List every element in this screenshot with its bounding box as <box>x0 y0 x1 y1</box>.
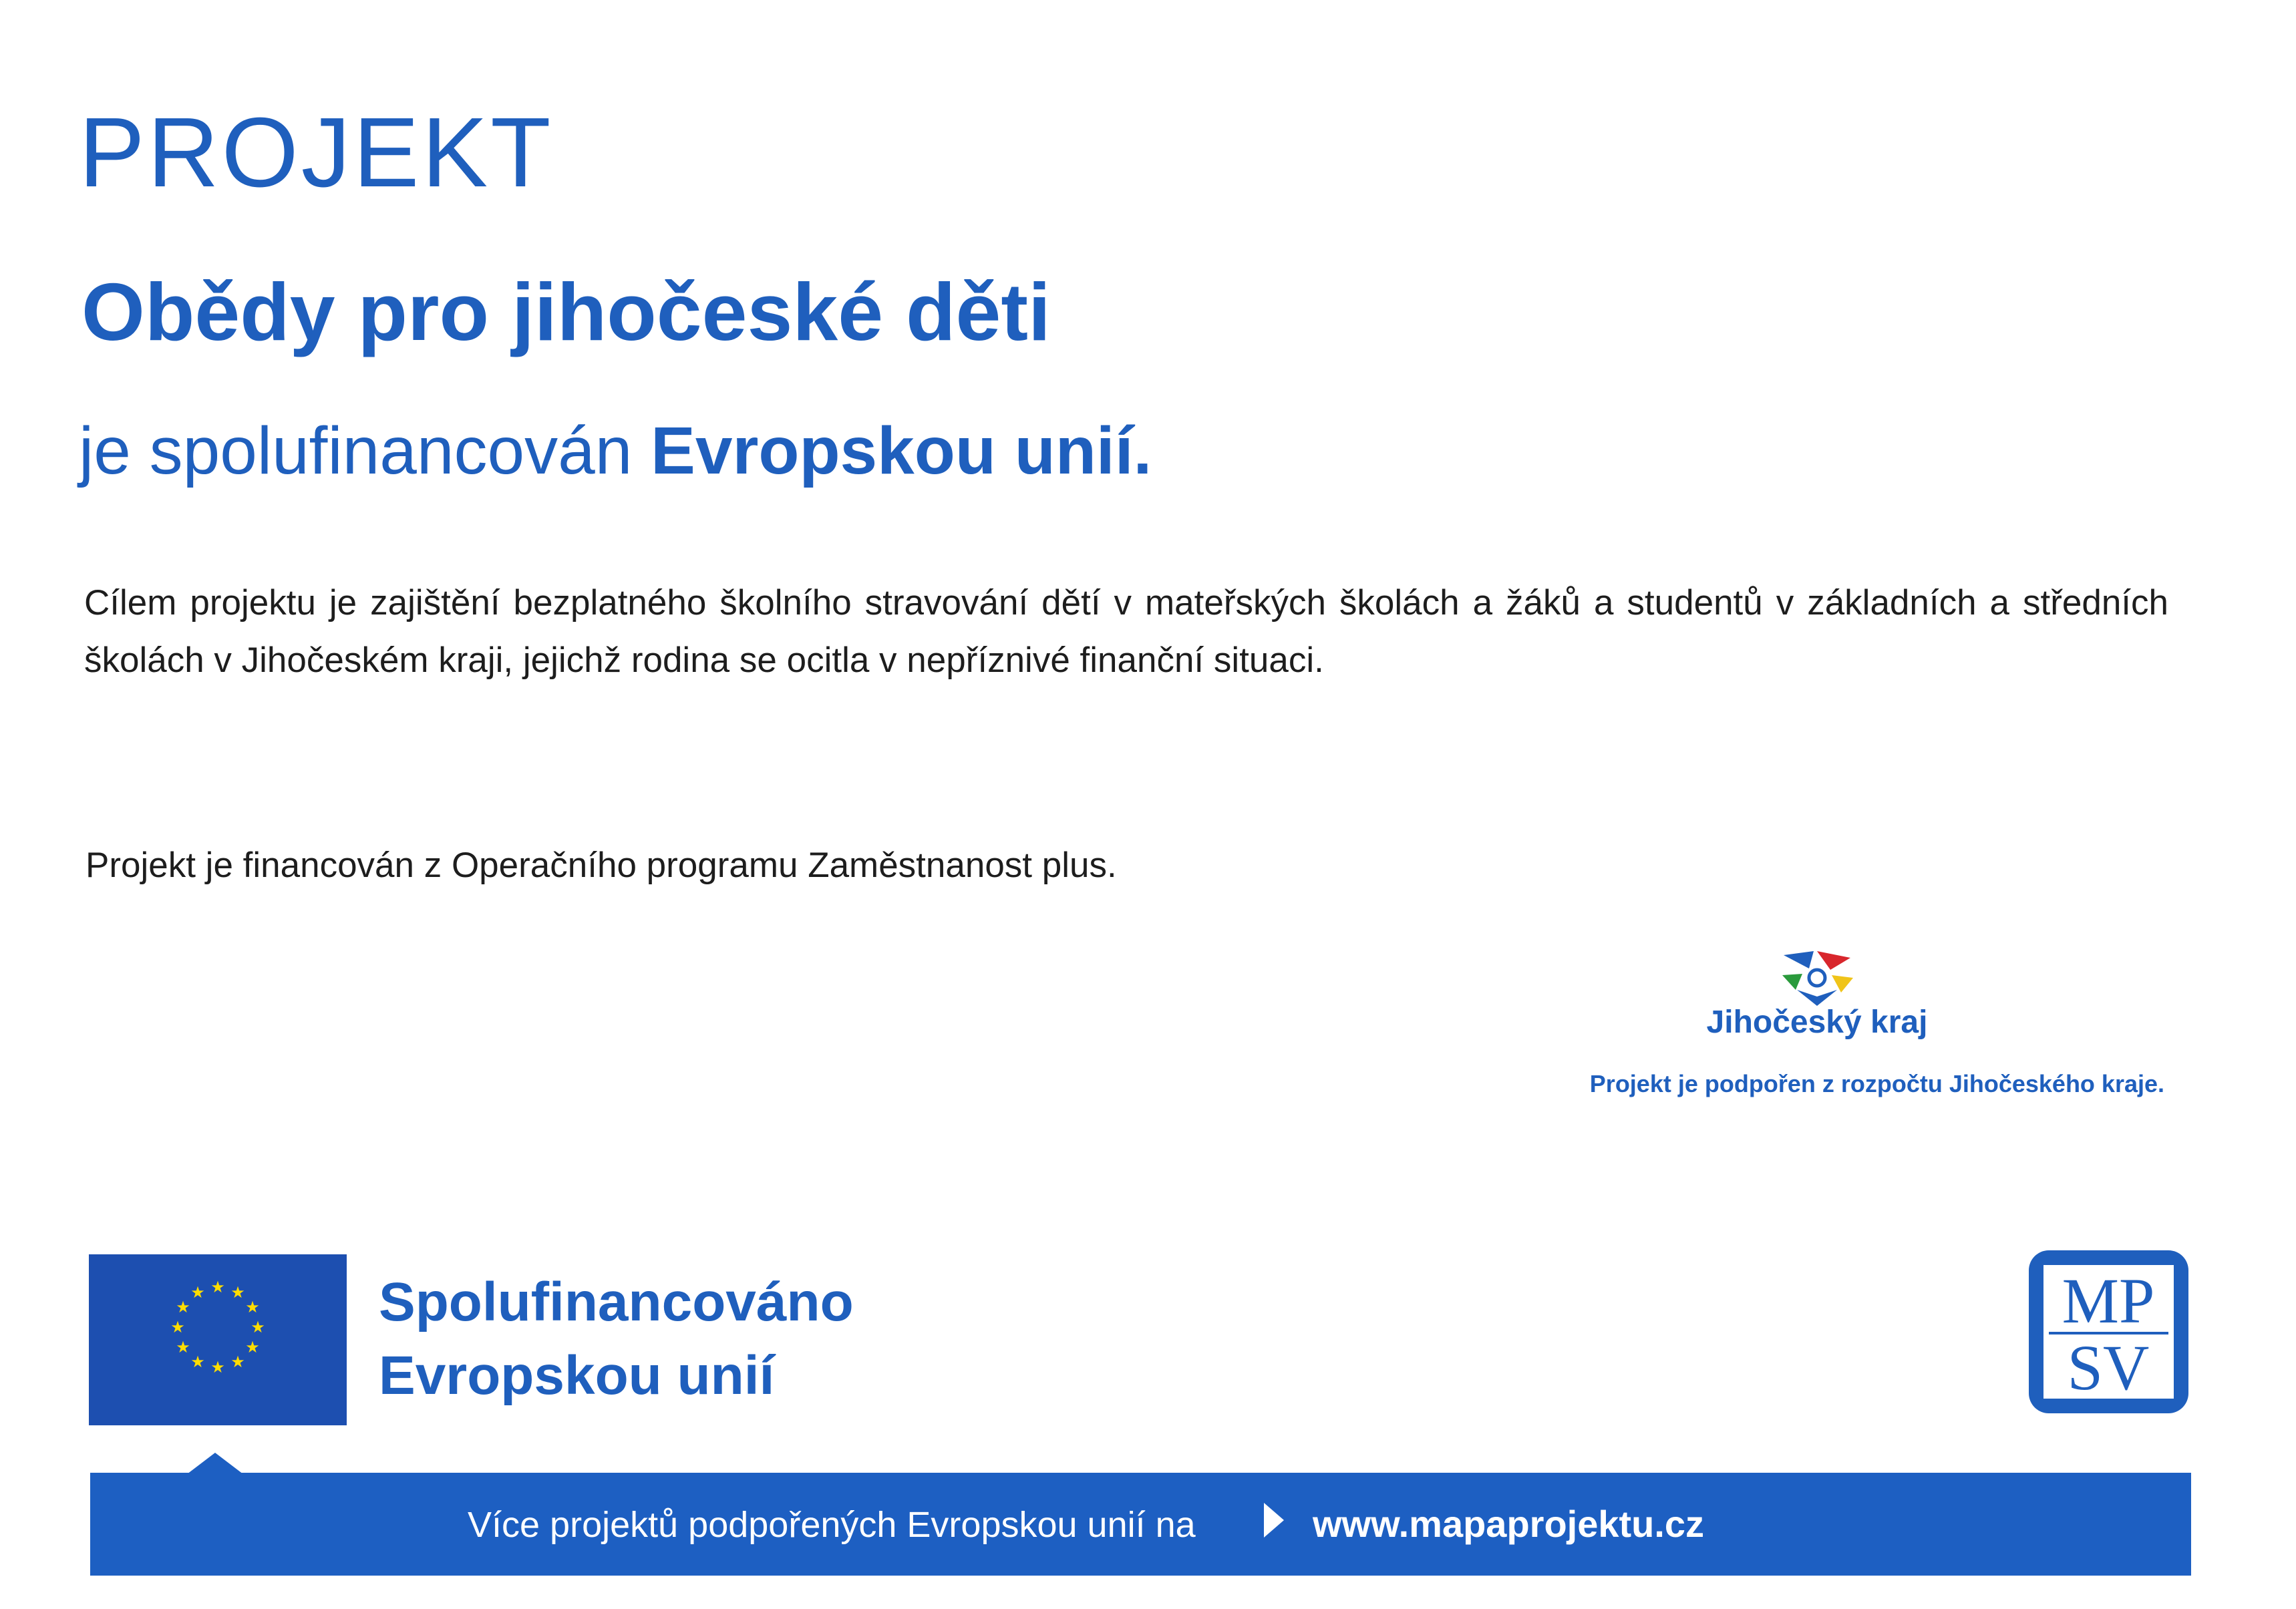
svg-text:★: ★ <box>176 1298 190 1316</box>
project-subtitle <box>79 414 1152 488</box>
subtitle-emphasis: Evropskou unií. <box>651 413 1152 488</box>
funding-note: Projekt je financován z Operačního programu Zaměstnanost plus. <box>86 846 1117 885</box>
eu-text-line1: Spolufinancováno <box>379 1272 854 1332</box>
mpsv-logo-line1: MP <box>2062 1265 2155 1336</box>
eu-flag-icon <box>89 1254 347 1425</box>
play-arrow-icon <box>1264 1503 1284 1538</box>
jihocesky-kraj-logo-icon <box>1777 948 1857 1009</box>
region-name: Jihočeský kraj <box>1706 1005 1928 1040</box>
eu-text-line2: Evropskou unií <box>379 1345 775 1406</box>
project-title: Obědy pro jihočeské děti <box>81 266 1051 357</box>
footer-pointer <box>187 1453 243 1474</box>
svg-text:★: ★ <box>245 1298 260 1316</box>
mpsv-logo-icon <box>2026 1248 2191 1416</box>
svg-text:★: ★ <box>251 1318 265 1336</box>
footer-website-link[interactable]: www.mapaprojektu.cz <box>1313 1503 1705 1545</box>
svg-text:★: ★ <box>245 1338 260 1357</box>
svg-text:★: ★ <box>210 1358 225 1377</box>
region-support-text: Projekt je podpořen z rozpočtu Jihočeského kraje. <box>1589 1070 2164 1097</box>
footer-text: Více projektů podpořených Evropskou unií na <box>468 1505 1196 1545</box>
subtitle-prefix: je spolufinancován <box>79 413 651 488</box>
mpsv-logo-line2: SV <box>2067 1332 2150 1403</box>
svg-text:★: ★ <box>176 1338 190 1357</box>
svg-text:★: ★ <box>210 1278 225 1296</box>
svg-text:★: ★ <box>170 1318 185 1336</box>
project-description: Cílem projektu je zajištění bezplatného školního stravování dětí v mateřských školách a žáků a studentů v základních a středních školách v Jihočeském kraji, jejichž rodina se ocitla v nepříznivé finanční situaci. <box>84 583 2168 680</box>
svg-text:★: ★ <box>230 1283 245 1302</box>
page-heading: PROJEKT <box>79 98 554 208</box>
svg-text:★: ★ <box>190 1283 205 1302</box>
svg-text:★: ★ <box>230 1353 245 1371</box>
eu-cofinanced-text <box>379 1266 854 1413</box>
svg-text:★: ★ <box>190 1353 205 1371</box>
